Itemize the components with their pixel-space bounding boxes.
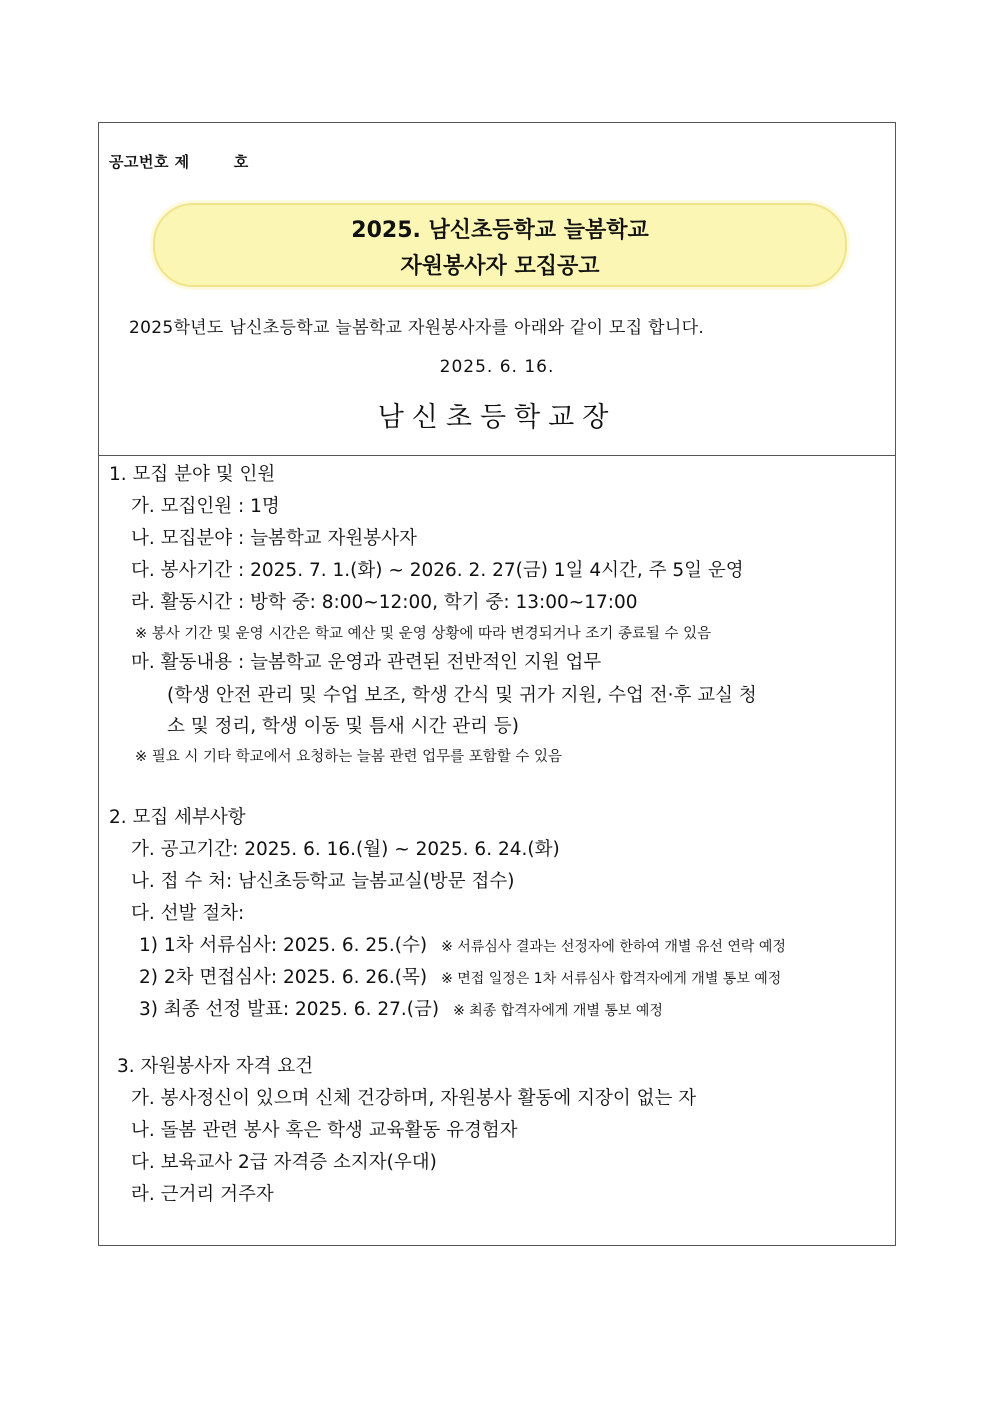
section2-step-2-text: 2) 2차 면접심사: 2025. 6. 26.(목)	[139, 967, 428, 988]
section2-item-na: 나. 접 수 처: 남신초등학교 늘봄교실(방문 접수)	[131, 871, 515, 892]
section1-note-1: ※ 봉사 기간 및 운영 시간은 학교 예산 및 운영 상황에 따라 변경되거나 조기 종료될 수 있음	[135, 626, 712, 642]
notice-number-suffix: 호	[233, 153, 249, 171]
section2-step-3	[139, 998, 663, 1023]
section3-heading: 3. 자원봉사자 자격 요건	[117, 1056, 314, 1077]
intro-text: 2025학년도 남신초등학교 늘봄학교 자원봉사자를 아래와 같이 모집 합니다.	[129, 318, 705, 338]
section-divider	[99, 455, 895, 456]
section3-item-na: 나. 돌봄 관련 봉사 혹은 학생 교육활동 유경험자	[131, 1120, 518, 1141]
section1-item-ma: 마. 활동내용 : 늘봄학교 운영과 관련된 전반적인 지원 업무	[131, 652, 602, 673]
principal-signature: 남신초등학교장	[377, 402, 617, 433]
section2-step-3-note: ※ 최종 합격자에게 개별 통보 예정	[453, 1003, 663, 1019]
notice-frame	[98, 122, 896, 1246]
section2-step-1-text: 1) 1차 서류심사: 2025. 6. 25.(수)	[139, 935, 428, 956]
section2-step-2-note: ※ 면접 일정은 1차 서류심사 합격자에게 개별 통보 예정	[441, 971, 782, 987]
title-line-2: 자원봉사자 모집공고	[400, 254, 600, 279]
section2-item-ga: 가. 공고기간: 2025. 6. 16.(월) ~ 2025. 6. 24.(화)	[131, 839, 560, 860]
section2-step-3-text: 3) 최종 선정 발표: 2025. 6. 27.(금)	[139, 999, 440, 1020]
section2-item-da: 다. 선발 절차:	[131, 903, 245, 924]
section3-item-da: 다. 보육교사 2급 자격증 소지자(우대)	[131, 1152, 437, 1173]
section1-item-da: 다. 봉사기간 : 2025. 7. 1.(화) ~ 2026. 2. 27(금) 1일 4시간, 주 5일 운영	[131, 560, 744, 581]
section2-heading: 2. 모집 세부사항	[109, 807, 246, 828]
section1-note-2: ※ 필요 시 기타 학교에서 요청하는 늘봄 관련 업무를 포함할 수 있음	[135, 749, 563, 765]
section3-item-ga: 가. 봉사정신이 있으며 신체 건강하며, 자원봉사 활동에 지장이 없는 자	[131, 1088, 697, 1109]
section3-item-ra: 라. 근거리 거주자	[131, 1184, 274, 1205]
section1-item-ma-detail-1: (학생 안전 관리 및 수업 보조, 학생 간식 및 귀가 지원, 수업 전·후 교실 청	[167, 685, 757, 706]
section1-item-ra: 라. 활동시간 : 방학 중: 8:00~12:00, 학기 중: 13:00~17:00	[131, 592, 638, 613]
section2-step-1-note: ※ 서류심사 결과는 선정자에 한하여 개별 유선 연락 예정	[441, 939, 786, 955]
section2-step-2	[139, 966, 781, 991]
section1-item-ma-detail-2: 소 및 정리, 학생 이동 및 틈새 시간 관리 등)	[167, 716, 519, 737]
section1-item-na: 나. 모집분야 : 늘봄학교 자원봉사자	[131, 528, 417, 549]
section1-item-ga: 가. 모집인원 : 1명	[131, 496, 280, 517]
title-banner	[153, 203, 847, 287]
section2-step-1	[139, 934, 786, 959]
notice-number-label: 공고번호 제	[109, 153, 190, 171]
section1-heading: 1. 모집 분야 및 인원	[109, 464, 276, 485]
title-line-1: 2025. 남신초등학교 늘봄학교	[351, 218, 649, 243]
notice-number	[109, 151, 249, 172]
announce-date: 2025. 6. 16.	[439, 357, 555, 377]
